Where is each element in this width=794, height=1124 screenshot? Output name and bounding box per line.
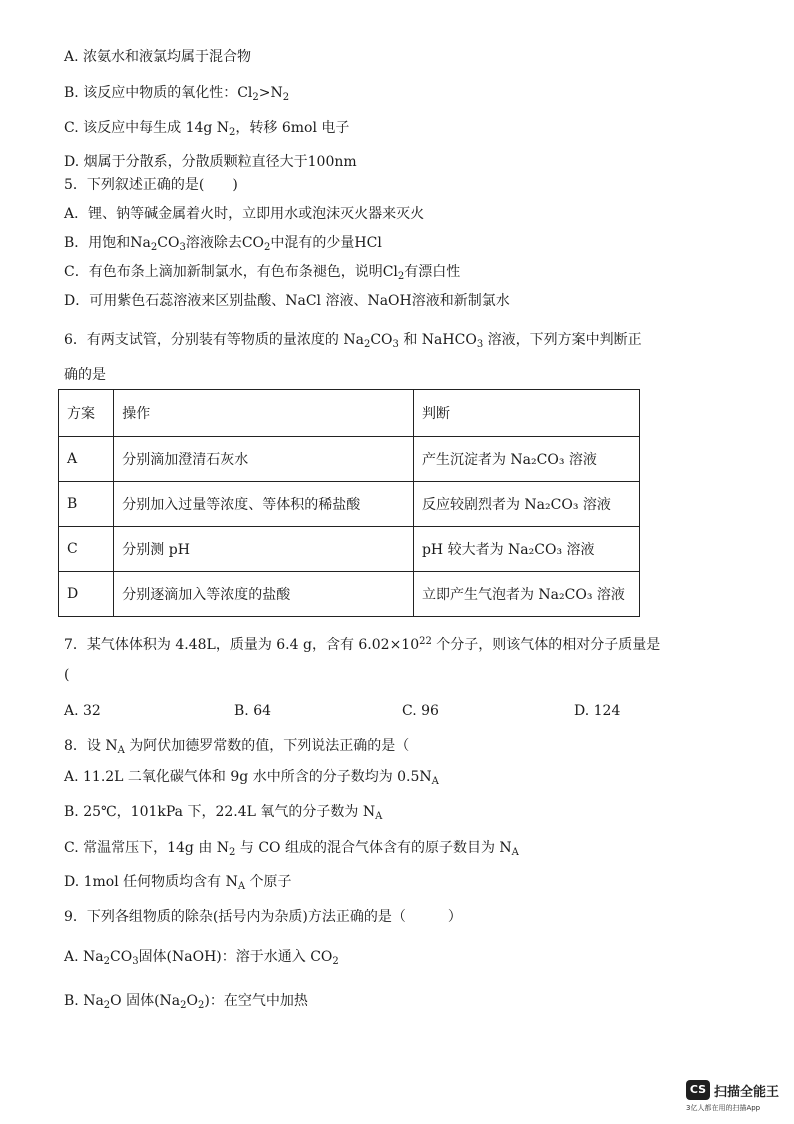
q5-option-b: B．用饱和$Na_2CO_3$溶液除去$CO_2$中混有的少量HCl xyxy=(64,235,382,253)
q7-stem-line2: ( xyxy=(64,667,70,683)
table-cell-operation: 分别逐滴加入等浓度的盐酸 xyxy=(114,572,414,617)
table-header-cell: 判断 xyxy=(413,390,639,437)
q9-option-a: A. $Na_2CO_3$固体(NaOH)：溶于水通入 $CO_2$ xyxy=(64,949,339,967)
q8-option-c: C. 常温常压下，14g 由 $N_2$ 与 CO 组成的混合气体含有的原子数目为 $N_A$ xyxy=(64,840,519,858)
q6-options-table xyxy=(58,389,640,617)
table-cell-operation: 分别测 pH xyxy=(114,527,414,572)
table-cell-label: C xyxy=(59,527,114,572)
table-cell-operation: 分别滴加澄清石灰水 xyxy=(114,437,414,482)
table-cell-judgment: 立即产生气泡者为 Na₂CO₃ 溶液 xyxy=(413,572,639,617)
q7-choice-a: A. 32 xyxy=(64,703,101,719)
table-cell-operation: 分别加入过量等浓度、等体积的稀盐酸 xyxy=(114,482,414,527)
table-header-row xyxy=(59,390,640,437)
q5-option-c: C．有色布条上滴加新制氯水，有色布条褪色，说明$Cl_2$有漂白性 xyxy=(64,264,461,282)
table-header-cell: 操作 xyxy=(114,390,414,437)
table-row xyxy=(59,572,640,617)
scanner-watermark xyxy=(686,1080,786,1116)
camscanner-logo-icon: CS xyxy=(686,1080,710,1100)
table-row xyxy=(59,527,640,572)
table-row xyxy=(59,482,640,527)
watermark-name: 扫描全能王 xyxy=(714,1085,780,1100)
watermark-tagline: 3亿人都在用的扫描App xyxy=(686,1104,761,1112)
q8-stem: 8．设 $N_A$ 为阿伏加德罗常数的值，下列说法正确的是（ xyxy=(64,738,410,756)
q5-stem: 5．下列叙述正确的是( ) xyxy=(64,177,238,193)
table-cell-label: D xyxy=(59,572,114,617)
q9-stem: 9．下列各组物质的除杂(括号内为杂质)方法正确的是（ ） xyxy=(64,909,462,925)
table-cell-judgment: 反应较剧烈者为 Na₂CO₃ 溶液 xyxy=(413,482,639,527)
q4-option-d: D. 烟属于分散系，分散质颗粒直径大于100nm xyxy=(64,154,357,170)
q8-option-b: B. 25℃，101kPa 下，22.4L 氧气的分子数为 $N_A$ xyxy=(64,804,383,822)
q4-option-c: C. 该反应中每生成 14g $N_2$，转移 6mol 电子 xyxy=(64,120,350,138)
table-header-cell: 方案 xyxy=(59,390,114,437)
q7-stem: 7．某气体体积为 4.48L，质量为 6.4 g，含有 $6.02\times 10^{22}$ 个分子，则该气体的相对分子质量是 xyxy=(64,636,661,653)
q7-choice-b: B. 64 xyxy=(234,703,272,719)
q9-option-b: B. $Na_2O$ 固体$(Na_2O_2)$：在空气中加热 xyxy=(64,993,308,1011)
q7-choice-c: C. 96 xyxy=(402,703,439,719)
q4-option-b: B. 该反应中物质的氧化性：$Cl_2>N_2$ xyxy=(64,85,290,103)
table-cell-judgment: 产生沉淀者为 Na₂CO₃ 溶液 xyxy=(413,437,639,482)
q5-option-a: A．锂、钠等碱金属着火时，立即用水或泡沫灭火器来灭火 xyxy=(64,206,425,222)
table-row xyxy=(59,437,640,482)
q7-choice-d: D. 124 xyxy=(574,703,621,719)
q6-stem: 6．有两支试管，分别装有等物质的量浓度的 $Na_2CO_3$ 和 NaHCO$_3$ 溶液，下列方案中判断正 xyxy=(64,332,642,350)
q8-option-d: D. 1mol 任何物质均含有 $N_A$ 个原子 xyxy=(64,874,292,892)
table-cell-label: B xyxy=(59,482,114,527)
q4-option-a: A. 浓氨水和液氯均属于混合物 xyxy=(64,49,252,65)
q8-option-a: A. 11.2L 二氧化碳气体和 9g 水中所含的分子数均为 $0.5N_A$ xyxy=(64,769,439,787)
table-cell-label: A xyxy=(59,437,114,482)
table-cell-judgment: pH 较大者为 Na₂CO₃ 溶液 xyxy=(413,527,639,572)
q6-stem-line2: 确的是 xyxy=(64,367,106,383)
q5-option-d: D．可用紫色石蕊溶液来区别盐酸、NaCl 溶液、NaOH溶液和新制氯水 xyxy=(64,293,510,309)
